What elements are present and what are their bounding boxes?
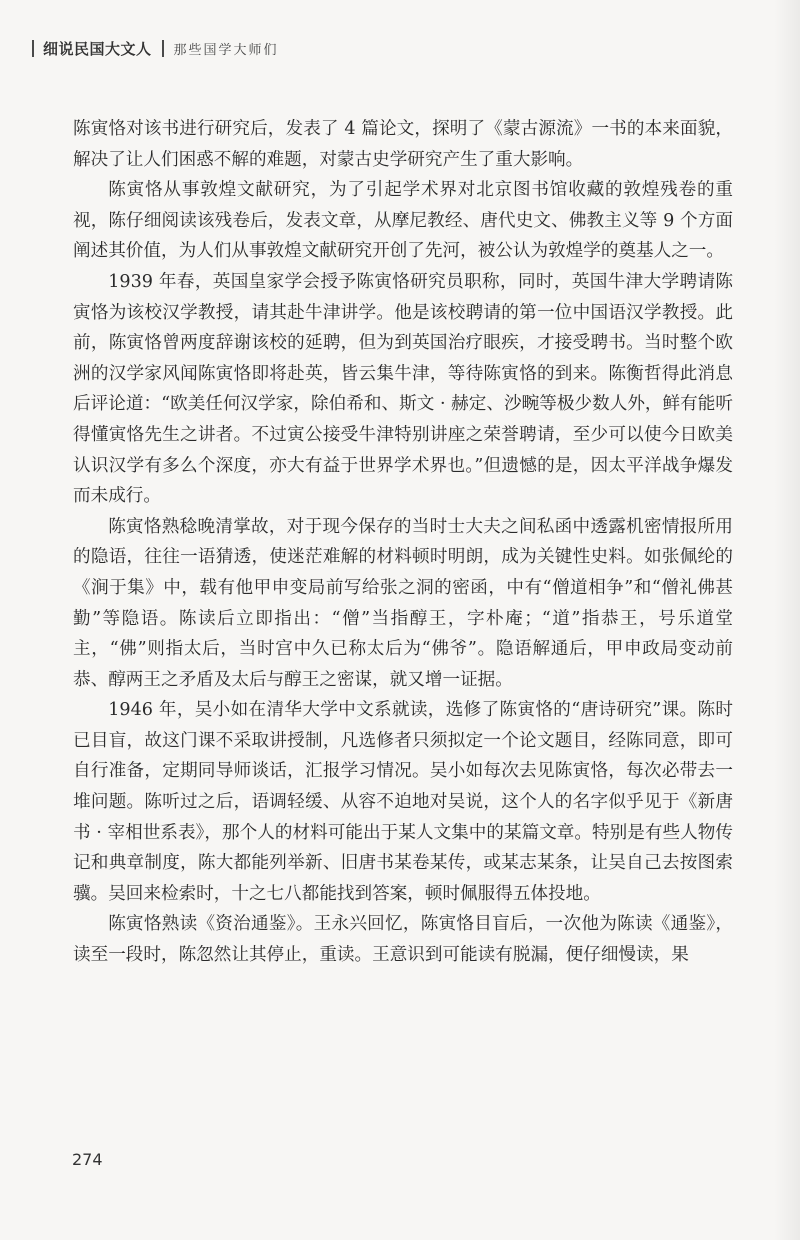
series-title: 细说民国大文人 bbox=[43, 39, 152, 58]
paragraph: 陈寅恪熟读《资治通鉴》。王永兴回忆，陈寅恪目盲后，一次他为陈读《通鉴》，读至一段时，陈忽然让其停止，重读。王意识到可能读有脱漏，便仔细慢读，果 bbox=[73, 914, 733, 966]
paragraph: 陈寅恪对该书进行研究后，发表了 4 篇论文，探明了《蒙古源流》一书的本来面貌，解决了让人们困惑不解的难题，对蒙古史学研究产生了重大影响。 bbox=[73, 119, 733, 170]
paragraph: 陈寅恪从事敦煌文献研究，为了引起学术界对北京图书馆收藏的敦煌残卷的重视，陈仔细阅读该残卷后，发表文章，从摩尼教经、唐代史文、佛教主义等 9 个方面阐述其价值，为人们从事敦煌文献研究开创了先河，被公认为敦煌学的奠基人之一。 bbox=[73, 180, 733, 262]
header-divider-bar bbox=[162, 40, 164, 57]
paragraph: 陈寅恪熟稔晚清掌故，对于现今保存的当时士大夫之间私函中透露机密情报所用的隐语，往往一语猜透，使迷茫难解的材料顿时明朗，成为关键性史料。如张佩纶的《涧于集》中，载有他甲申变局前写给张之洞的密函，中有“僧道相争”和“僧礼佛甚勤”等隐语。陈读后立即指出：“僧”当指醇王，字朴庵；“道”指恭王，号乐道堂主，“佛”则指太后，当时宫中久已称太后为“佛爷”。隐语解通后，甲申政局变动前恭、醇两王之矛盾及太后与醇王之密谋，就又增一证据。 bbox=[73, 516, 733, 690]
paragraph: 1939 年春，英国皇家学会授予陈寅恪研究员职称，同时，英国牛津大学聘请陈寅恪为该校汉学教授，请其赴牛津讲学。他是该校聘请的第一位中国语汉学教授。此前，陈寅恪曾两度辞谢该校的延聘，但为到英国治疗眼疾，才接受聘书。当时整个欧洲的汉学家风闻陈寅恪即将赴英，皆云集牛津，等待陈寅恪的到来。陈衡哲得此消息后评论道：“欧美任何汉学家，除伯希和、斯文 · 赫定、沙畹等极少数人外，鲜有能听得懂寅恪先生之讲者。不过寅公接受牛津特别讲座之荣誉聘请，至少可以使今日欧美认识汉学有多么个深度，亦大有益于世界学术界也。”但遗憾的是，因太平洋战争爆发而未成行。 bbox=[73, 271, 733, 507]
body-text bbox=[73, 114, 733, 971]
header-divider-bar bbox=[32, 40, 34, 57]
book-title: 那些国学大师们 bbox=[173, 42, 279, 58]
page-edge-shadow bbox=[774, 0, 800, 1240]
page-number: 274 bbox=[72, 1150, 103, 1169]
running-header bbox=[32, 34, 279, 62]
paragraph: 1946 年，吴小如在清华大学中文系就读，选修了陈寅恪的“唐诗研究”课。陈时已目盲，故这门课不采取讲授制，凡选修者只须拟定一个论文题目，经陈同意，即可自行准备，定期同导师谈话，汇报学习情况。吴小如每次去见陈寅恪，每次必带去一堆问题。陈听过之后，语调轻缓、从容不迫地对吴说，这个人的名字似乎见于《新唐书 · 宰相世系表》，那个人的材料可能出于某人文集中的某篇文章。特别是有些人物传记和典章制度，陈大都能列举新、旧唐书某卷某传，或某志某条，让吴自己去按图索骥。吴回来检索时，十之七八都能找到答案，顿时佩服得五体投地。 bbox=[73, 700, 733, 904]
